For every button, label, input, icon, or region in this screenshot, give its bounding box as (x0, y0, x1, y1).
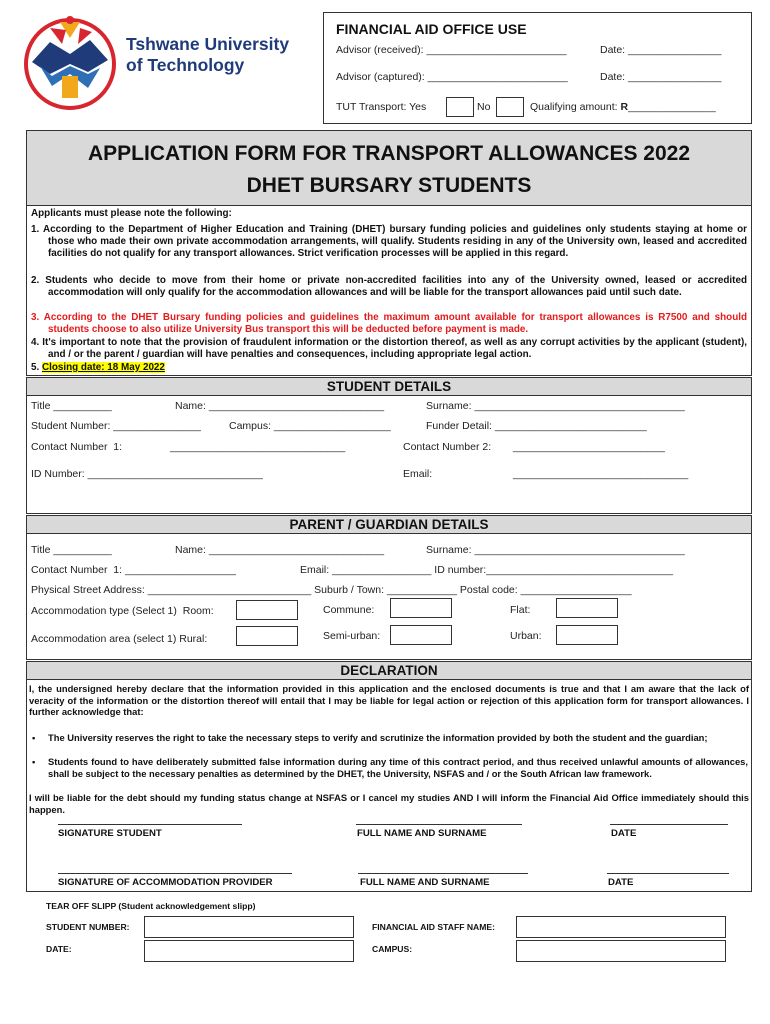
funder-detail-field[interactable]: Funder Detail: __________________________ (426, 420, 647, 432)
flat-checkbox[interactable] (556, 598, 618, 618)
student-signature-line[interactable] (58, 824, 242, 825)
note-5-number: 5. (31, 362, 42, 373)
student-id-number-field[interactable]: ID Number: ______________________________ (31, 468, 263, 480)
declaration-bullet-1: The University reserves the right to take the necessary steps to verify and scrutinize the information provided by both the student and the guardian; (48, 732, 708, 743)
bullet-2: • (32, 756, 36, 767)
semi-urban-checkbox[interactable] (390, 625, 452, 645)
qualifying-amount-field[interactable] (530, 101, 716, 113)
student-email-field[interactable]: ______________________________ (513, 468, 689, 480)
transport-no-label: No (477, 101, 491, 113)
student-campus-field[interactable]: Campus: ____________________ (229, 420, 391, 432)
student-details-heading: STUDENT DETAILS (26, 377, 752, 396)
note-1: 1. According to the Department of Higher Education and Training (DHET) bursary funding policies and guidelines only students staying at home or those who made their own private accommodation arrangements, will qualify. Students residing in any of the University own, leased and accredited facilities do not qualify for any transport allowances. Strict verification processes will be applied in this regard. (31, 224, 747, 260)
tearoff-campus-input[interactable] (516, 940, 726, 962)
office-date-field-1[interactable]: Date: ________________ (600, 44, 722, 56)
student-title-field[interactable]: Title __________ (31, 400, 112, 412)
tearoff-staff-name-label: FINANCIAL AID STAFF NAME: (372, 922, 496, 932)
financial-aid-office-box (323, 12, 752, 124)
notes-intro: Applicants must please note the following: (31, 208, 232, 219)
transport-no-checkbox[interactable] (496, 97, 524, 117)
note-2: 2. Students who decide to move from their home or private non-accredited facilities into any of the University owned, leased or accredited accommodation will only qualify for the accommodation allowances and will be liable for the transport allowances paid until such date. (31, 275, 747, 299)
full-name-label-1: FULL NAME AND SURNAME (357, 828, 487, 839)
declaration-statement: I, the undersigned hereby declare that the information provided in this application and the enclosed documents is true and that I am aware that the lack of veracity of the information or the distortion thereof will entail that I may be liable for legal action or rejection of this application form for transport allowances. I further acknowledge that: (29, 683, 749, 718)
provider-fullname-line[interactable] (358, 873, 528, 874)
note-4: 4. It's important to note that the provision of fraudulent information or the distortion thereof, as well as any corrupt activities by the applicant (student), and / or the parent / guardian will have penalties and consequences, including appropriate legal action. (31, 337, 747, 361)
form-subtitle: DHET BURSARY STUDENTS (246, 174, 532, 197)
full-name-label-2: FULL NAME AND SURNAME (360, 877, 490, 888)
student-details-frame (26, 396, 752, 514)
qualifying-amount-line: _______________ (628, 101, 716, 113)
tear-off-title: TEAR OFF SLIPP (Student acknowledgement slipp) (46, 901, 256, 911)
commune-label: Commune: (323, 604, 375, 616)
student-email-label: Email: (403, 468, 436, 480)
provider-signature-line[interactable] (58, 873, 292, 874)
note-5 (31, 362, 165, 374)
student-name-field[interactable]: Name: ______________________________ (175, 400, 385, 412)
accommodation-type-label: Accommodation type (Select 1) Room: (31, 605, 214, 617)
university-name-line1: Tshwane University (126, 34, 290, 54)
declaration-debt-statement: I will be liable for the debt should my funding status change at NSFAS or I cancel my studies AND I will inform the Financial Aid Office immediately should this happen. (29, 792, 749, 815)
tearoff-student-number-label: STUDENT NUMBER: (46, 922, 130, 932)
parent-title-field[interactable]: Title __________ (31, 544, 112, 556)
parent-details-heading: PARENT / GUARDIAN DETAILS (26, 515, 752, 534)
parent-surname-field[interactable]: Surname: ____________________________________ (426, 544, 685, 556)
urban-label: Urban: (510, 630, 542, 642)
student-contact2-field[interactable]: __________________________ (513, 441, 665, 453)
tearoff-date-label: DATE: (46, 944, 72, 954)
tearoff-date-input[interactable] (144, 940, 354, 962)
note-3: 3. According to the DHET Bursary funding policies and guidelines the maximum amount available for transport allowances is R7500 and should students choose to also utilize University Bus transport this will be deducted before payment is made. (31, 312, 747, 336)
accommodation-area-label: Accommodation area (select 1) Rural: (31, 633, 208, 645)
advisor-captured-field[interactable]: Advisor (captured): ________________________ (336, 71, 568, 83)
urban-checkbox[interactable] (556, 625, 618, 645)
closing-date: Closing date: 18 May 2022 (41, 362, 165, 373)
commune-checkbox[interactable] (390, 598, 452, 618)
parent-email-id-field[interactable]: Email: _________________ ID number:________________________________ (300, 564, 674, 576)
student-contact2-label: Contact Number 2: (403, 441, 492, 453)
office-date-field-2[interactable]: Date: ________________ (600, 71, 722, 83)
provider-date-line[interactable] (607, 873, 729, 874)
flat-label: Flat: (510, 604, 531, 616)
semi-urban-label: Semi-urban: (323, 630, 381, 642)
date-label-1: DATE (611, 828, 637, 839)
form-title-bar (26, 130, 752, 206)
declaration-heading: DECLARATION (26, 661, 752, 680)
date-label-2: DATE (608, 877, 634, 888)
parent-name-field[interactable]: Name: ______________________________ (175, 544, 385, 556)
student-contact1-label: Contact Number 1: (31, 441, 123, 453)
physical-address-field[interactable]: Physical Street Address: ____________________________ Suburb / Town: ____________ Postal code: ___________________ (31, 584, 632, 596)
tut-transport-label: TUT Transport: Yes (336, 101, 427, 113)
tearoff-staff-name-input[interactable] (516, 916, 726, 938)
rural-checkbox[interactable] (236, 626, 298, 646)
student-contact1-field[interactable]: ______________________________ (170, 441, 346, 453)
room-checkbox[interactable] (236, 600, 298, 620)
advisor-received-field[interactable]: Advisor (received): ________________________ (336, 44, 567, 56)
student-surname-field[interactable]: Surname: ____________________________________ (426, 400, 685, 412)
form-title: APPLICATION FORM FOR TRANSPORT ALLOWANCES 2022 (87, 142, 691, 165)
tearoff-campus-label: CAMPUS: (372, 944, 413, 954)
parent-contact1-field[interactable]: Contact Number 1: ___________________ (31, 564, 236, 576)
university-name (126, 34, 289, 76)
student-number-field[interactable]: Student Number: _______________ (31, 420, 201, 432)
qualifying-amount-label: Qualifying amount: (530, 101, 621, 113)
university-name-line2: of Technology (126, 55, 245, 75)
office-title: FINANCIAL AID OFFICE USE (336, 21, 527, 37)
declaration-bullet-2: Students found to have deliberately submitted false information during any time of this contract period, and thus received unlawful amounts of allowances, shall be subject to the necessary penalties as determined by the DHET, the University, NSFAS and / or the South African law framework. (48, 756, 748, 779)
student-fullname-line[interactable] (356, 824, 522, 825)
transport-yes-checkbox[interactable] (446, 97, 474, 117)
student-date-line[interactable] (610, 824, 728, 825)
signature-provider-label: SIGNATURE OF ACCOMMODATION PROVIDER (58, 877, 273, 888)
signature-student-label: SIGNATURE STUDENT (58, 828, 162, 839)
tearoff-student-number-input[interactable] (144, 916, 354, 938)
bullet-1: • (32, 732, 36, 743)
qualifying-currency: R (620, 101, 629, 113)
